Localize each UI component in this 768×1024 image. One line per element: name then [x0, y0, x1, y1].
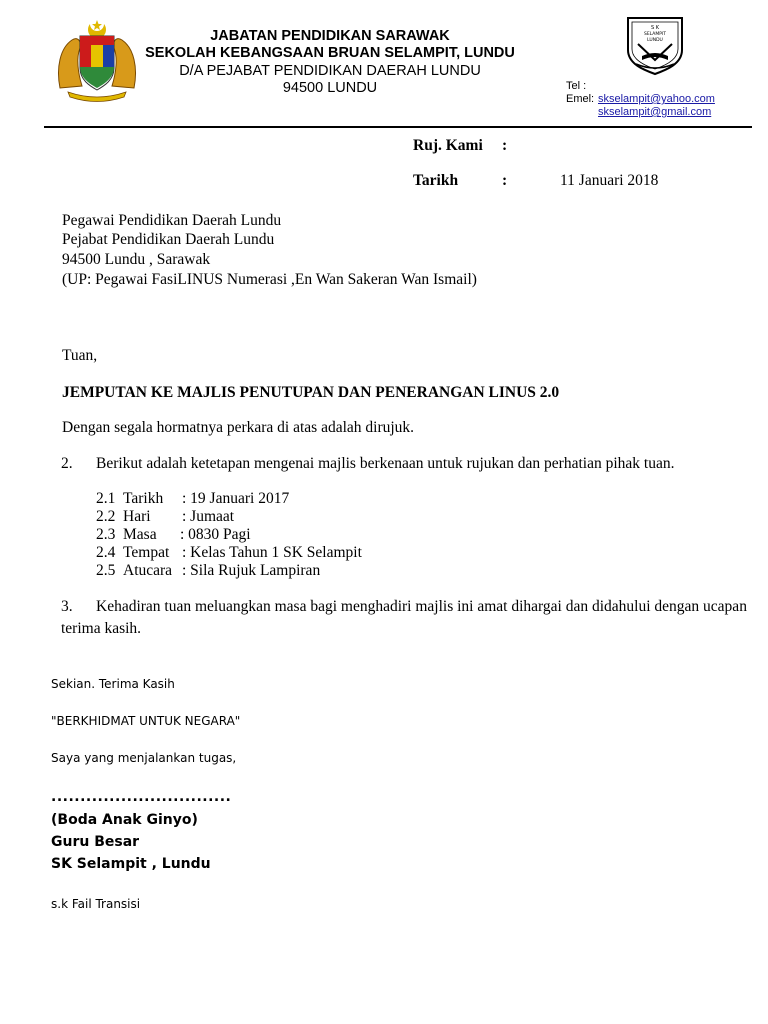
ruj-colon: :: [502, 137, 508, 154]
signatory-school: SK Selampit , Lundu: [51, 856, 211, 872]
detail-label: Tarikh: [123, 490, 164, 507]
detail-num: 2.5: [96, 562, 116, 579]
paragraph-3-number: 3.: [61, 598, 73, 615]
detail-num: 2.3: [96, 526, 116, 543]
email-label: Emel:: [566, 93, 595, 105]
detail-item: [96, 562, 321, 580]
detail-value: : 0830 Pagi: [180, 526, 251, 543]
signatory-title: Guru Besar: [51, 834, 140, 850]
closing-duty: Saya yang menjalankan tugas,: [51, 751, 237, 765]
paragraph-2: Berikut adalah ketetapan mengenai majlis berkenaan untuk rujukan dan perhatian pihak tuan.: [96, 455, 675, 472]
tel-label: Tel :: [566, 80, 587, 92]
detail-item: [96, 544, 362, 562]
letterhead-address-line: D/A PEJABAT PENDIDIKAN DAERAH LUNDU: [179, 63, 481, 79]
tarikh-label: Tarikh: [413, 172, 459, 189]
ruj-label: Ruj. Kami: [413, 137, 483, 154]
closing-motto: "BERKHIDMAT UNTUK NEGARA": [51, 714, 241, 728]
paragraph-2-number: 2.: [61, 455, 73, 472]
detail-num: 2.1: [96, 490, 116, 507]
letterhead-school-name: SEKOLAH KEBANGSAAN BRUAN SELAMPIT, LUNDU: [145, 45, 515, 61]
recipient-line: 94500 Lundu , Sarawak: [62, 251, 211, 268]
recipient-line: (UP: Pegawai FasiLINUS Numerasi ,En Wan Sakeran Wan Ismail): [62, 271, 477, 288]
detail-item: [96, 526, 251, 544]
badge-text-mid: SELAMPIT: [643, 32, 667, 37]
paragraph-3-line2: terima kasih.: [61, 620, 142, 637]
badge-text-top: S K: [650, 25, 660, 31]
tarikh-value: 11 Januari 2018: [560, 172, 659, 189]
detail-item: [96, 490, 290, 508]
closing-thanks: Sekian. Terima Kasih: [51, 677, 175, 691]
detail-value: : Kelas Tahun 1 SK Selampit: [182, 544, 362, 561]
signature-line: ...............................: [51, 789, 232, 805]
detail-value: : Jumaat: [182, 508, 235, 525]
paragraph-3-line1: Kehadiran tuan meluangkan masa bagi menghadiri majlis ini amat dihargai dan didahului dengan ucapan: [96, 598, 747, 615]
email-link-yahoo[interactable]: skselampit@yahoo.com: [598, 93, 715, 105]
signatory-name: (Boda Anak Ginyo): [51, 812, 198, 828]
email-link-gmail[interactable]: skselampit@gmail.com: [598, 106, 712, 118]
recipient-line: Pegawai Pendidikan Daerah Lundu: [62, 212, 282, 229]
detail-item: [96, 508, 235, 526]
detail-num: 2.4: [96, 544, 116, 561]
salutation: Tuan,: [62, 347, 98, 364]
detail-label: Atucara: [123, 562, 173, 579]
letterhead-postcode: 94500 LUNDU: [282, 80, 378, 96]
badge-text-low: LUNDU: [647, 38, 663, 43]
subject-heading: JEMPUTAN KE MAJLIS PENUTUPAN DAN PENERANGAN LINUS 2.0: [62, 384, 560, 401]
school-badge-logo: [622, 12, 688, 76]
recipient-line: Pejabat Pendidikan Daerah Lundu: [62, 231, 275, 248]
detail-label: Masa: [123, 526, 157, 543]
carbon-copy: s.k Fail Transisi: [51, 897, 141, 911]
letterhead-divider: [44, 126, 752, 128]
detail-value: : Sila Rujuk Lampiran: [182, 562, 321, 579]
paragraph-1: Dengan segala hormatnya perkara di atas adalah dirujuk.: [62, 419, 415, 436]
letterhead-department: JABATAN PENDIDIKAN SARAWAK: [210, 28, 450, 44]
detail-num: 2.2: [96, 508, 116, 525]
tarikh-colon: :: [502, 172, 508, 189]
detail-value: : 19 Januari 2017: [182, 490, 290, 507]
detail-label: Hari: [123, 508, 151, 525]
detail-label: Tempat: [123, 544, 170, 561]
